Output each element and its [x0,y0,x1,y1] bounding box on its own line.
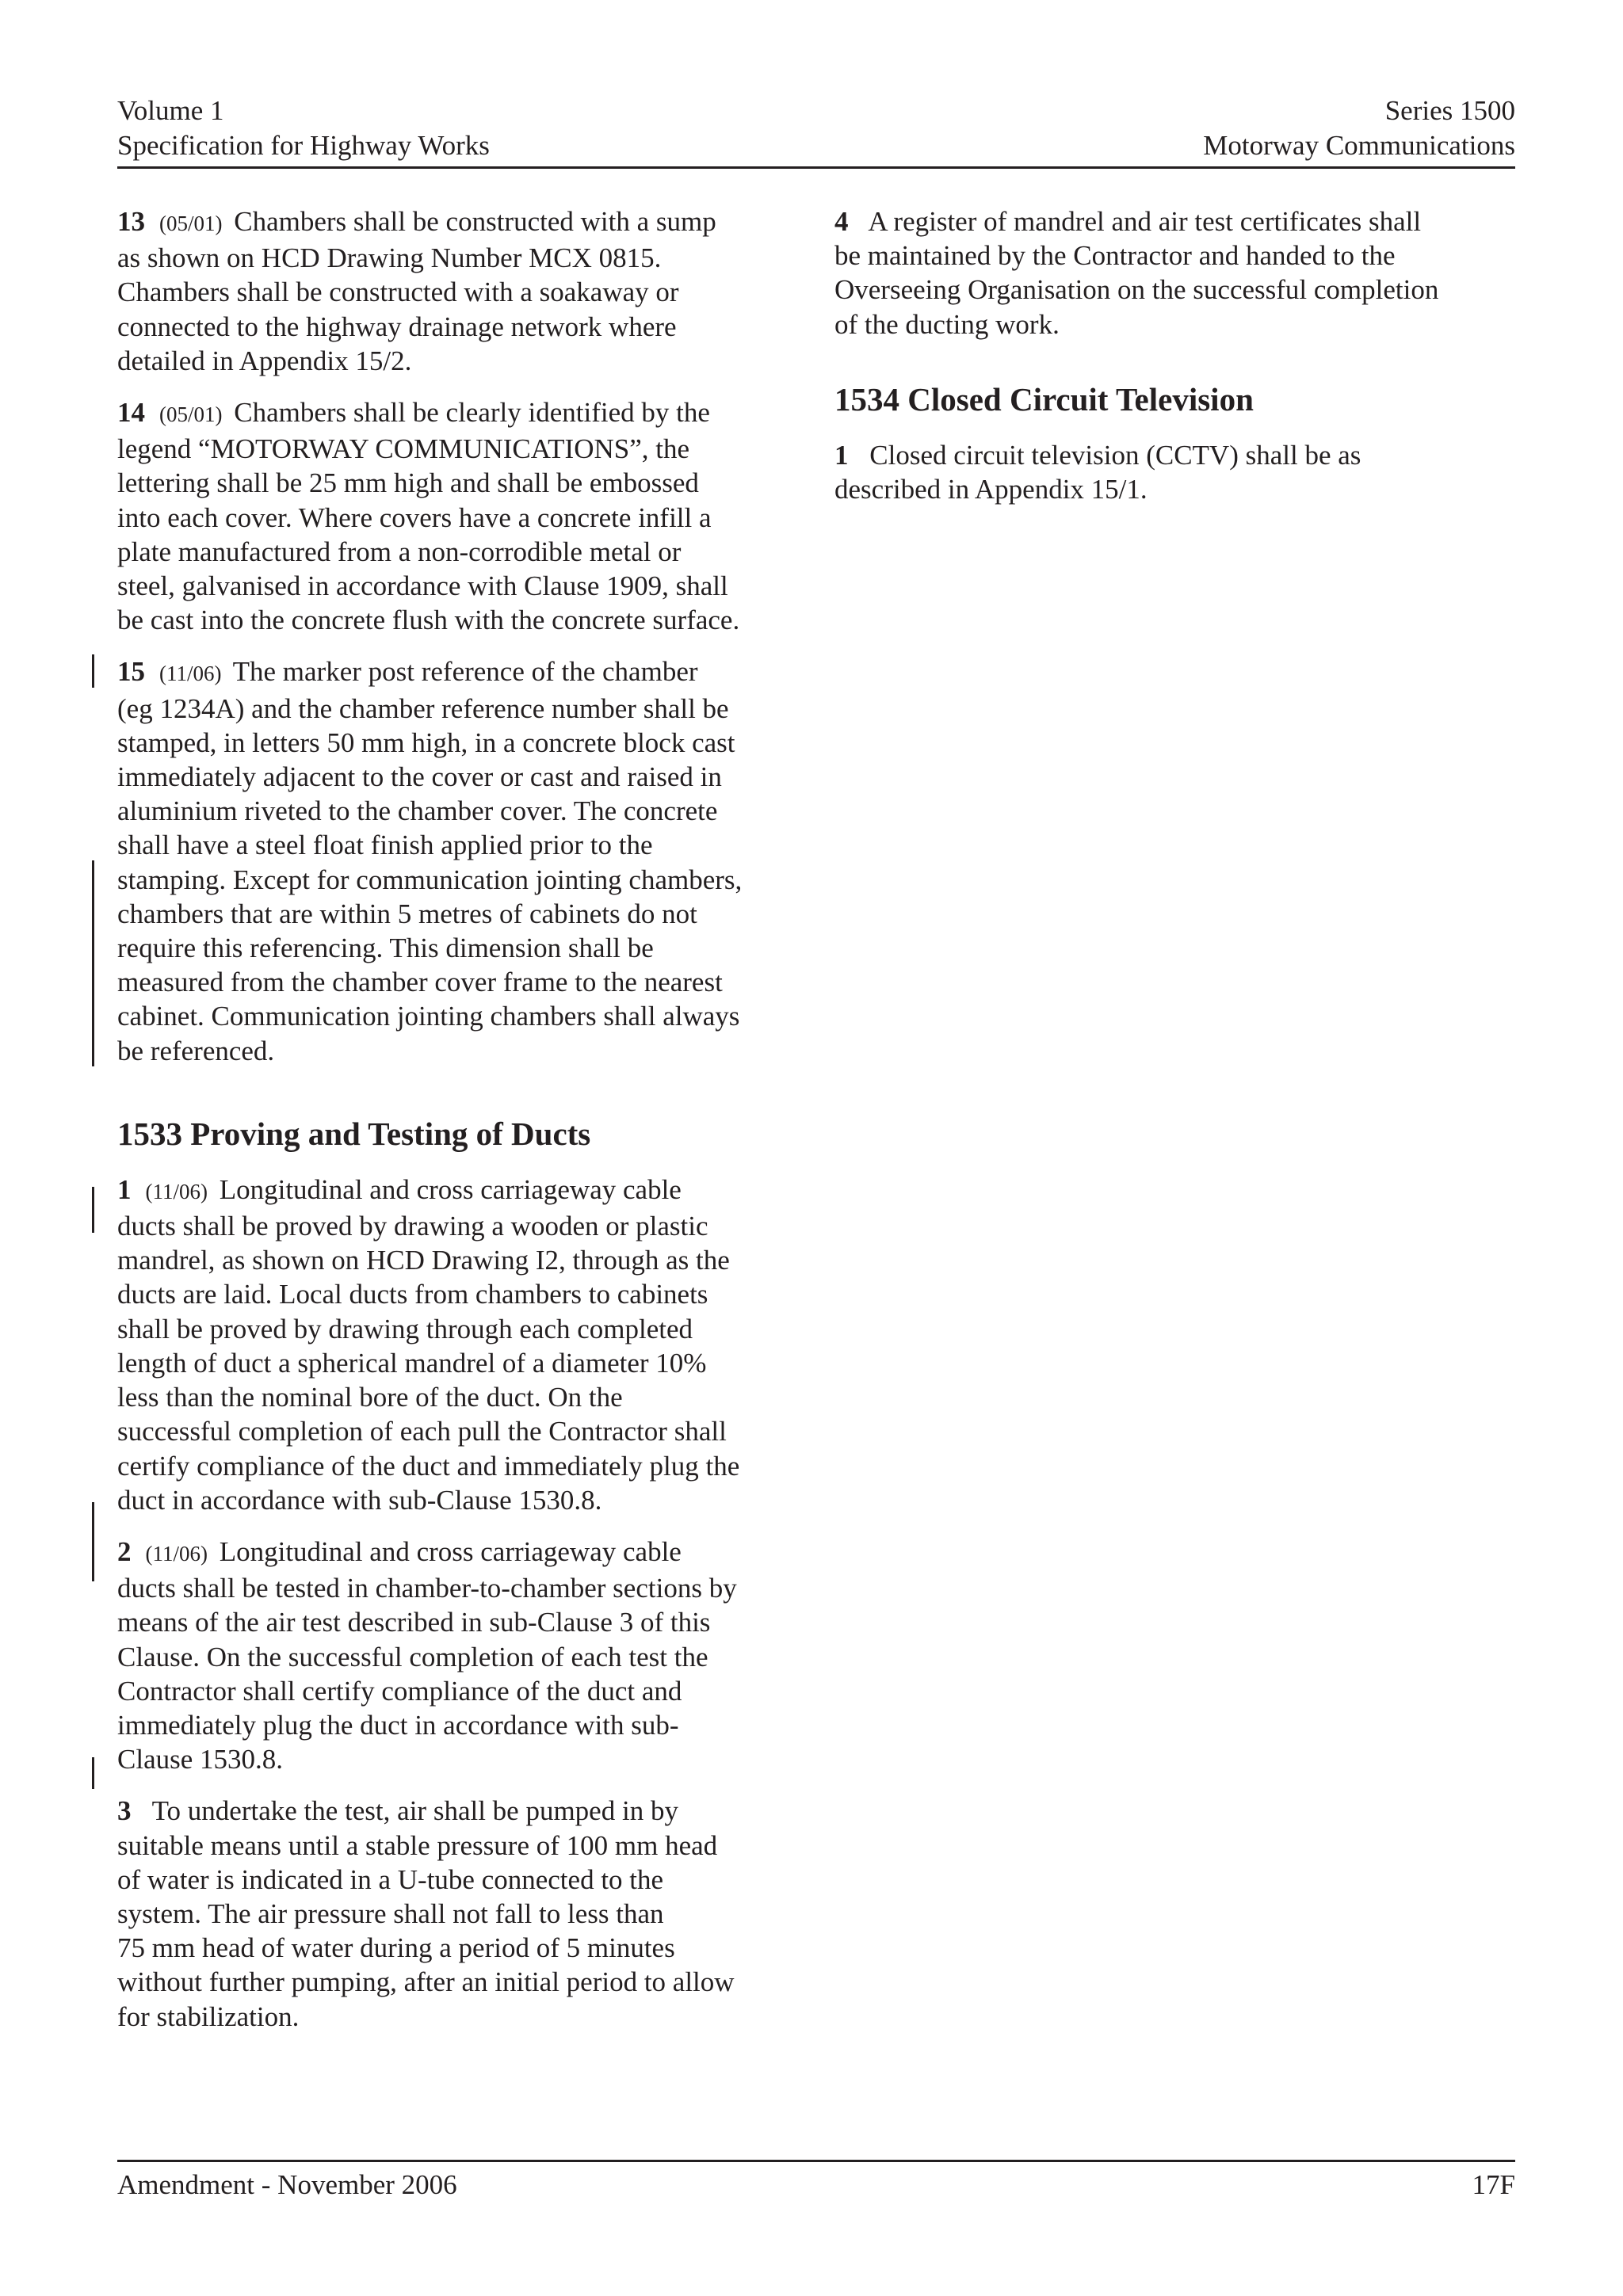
footer-rule [117,2160,1515,2162]
page-header-left [117,93,490,163]
paragraph-line: 75 mm head of water during a period of 5 minutes [117,1932,675,1964]
paragraph-line: 14 (05/01) Chambers shall be clearly identified by the [117,397,710,429]
paragraph-line: aluminium riveted to the chamber cover. The concrete [117,795,718,827]
paragraph-line: ducts shall be tested in chamber-to-chamber sections by [117,1573,737,1604]
paragraph-line: Clause. On the successful completion of each test the [117,1641,708,1672]
left-column [117,204,799,2051]
series-label: Series 1500 [1384,95,1515,126]
paragraph-line: require this referencing. This dimension shall be [117,933,654,964]
paragraph-line: (eg 1234A) and the chamber reference number shall be [117,692,729,724]
clause-number: 4 [834,206,849,237]
paragraph-line: stamped, in letters 50 mm high, in a concrete block cast [117,727,735,758]
paragraph-line: of water is indicated in a U-tube connected to the [117,1863,664,1895]
paragraph-line: for stabilization. [117,2000,300,2032]
paragraph-line: be maintained by the Contractor and handed to the [834,240,1396,272]
section-heading-1534: 1534 Closed Circuit Television [834,380,1254,418]
clause-number: 1 [117,1173,132,1205]
paragraph-line: be referenced. [117,1035,275,1066]
amendment-date: (05/01) [159,402,223,427]
spec-title: Specification for Highway Works [117,130,490,161]
paragraph-line: measured from the chamber cover frame to the nearest [117,967,723,998]
paragraph-line: suitable means until a stable pressure of 100 mm head [117,1829,718,1861]
paragraph-line: immediately adjacent to the cover or cast and raised in [117,761,722,793]
paragraph-line: stamping. Except for communication jointing chambers, [117,864,743,895]
amendment-date: (05/01) [159,212,223,235]
paragraph-line: into each cover. Where covers have a concrete infill a [117,502,712,533]
paragraph-line: Chambers shall be constructed with a soakaway or [117,277,679,308]
paragraph-line: 15 (11/06) The marker post reference of the chamber [117,656,698,688]
paragraph-line: legend “MOTORWAY COMMUNICATIONS”, the [117,433,690,465]
clause-1534-1 [834,438,1518,506]
amendment-note: Amendment - November 2006 [117,2169,457,2200]
clause-number: 15 [117,656,145,688]
paragraph-line: system. The air pressure shall not fall to less than [117,1897,664,1929]
revision-bar [92,1757,94,1789]
paragraph-line: as shown on HCD Drawing Number MCX 0815. [117,242,662,274]
series-title: Motorway Communications [1203,130,1515,161]
paragraph-line: steel, galvanised in accordance with Clause 1909, shall [117,570,728,602]
clause-1532-13 [117,204,799,378]
clause-1532-14 [117,395,799,637]
paragraph-line: ducts shall be proved by drawing a wooden or plastic [117,1211,708,1242]
clause-number: 2 [117,1535,132,1567]
revision-bar [92,1502,94,1581]
revision-bar [92,860,94,1066]
paragraph-line: immediately plug the duct in accordance with sub- [117,1709,679,1741]
revision-bar [92,1187,94,1233]
paragraph-line: Overseeing Organisation on the successful completion [834,274,1439,306]
paragraph-line: 2 (11/06) Longitudinal and cross carriageway cable [117,1535,682,1567]
paragraph-line: plate manufactured from a non-corrodible metal or [117,536,682,567]
paragraph-line: be cast into the concrete flush with the concrete surface. [117,605,740,636]
clause-number: 14 [117,397,145,429]
paragraph-line: length of duct a spherical mandrel of a diameter 10% [117,1347,707,1379]
right-column [834,204,1518,524]
header-rule [117,166,1515,169]
clause-1533-2 [117,1535,799,1776]
paragraph-line: chambers that are within 5 metres of cabinets do not [117,898,697,929]
paragraph-line: ducts are laid. Local ducts from chambers to cabinets [117,1279,708,1310]
clause-number: 13 [117,206,145,237]
clause-1532-15 [117,654,799,1067]
paragraph-line: means of the air test described in sub-Clause 3 of this [117,1607,711,1638]
clause-number: 3 [117,1795,132,1827]
paragraph-line: 4 A register of mandrel and air test certificates shall [834,206,1422,237]
paragraph-line: less than the nominal bore of the duct. On the [117,1382,623,1413]
amendment-date: (11/06) [145,1179,208,1203]
paragraph-line: 13 (05/01) Chambers shall be constructed with a sump [117,206,716,237]
clause-1533-1 [117,1173,799,1517]
clause-number: 1 [834,439,849,471]
page-header-right [1203,93,1515,163]
paragraph-line: 1 Closed circuit television (CCTV) shall be as [834,439,1361,471]
paragraph-line: without further pumping, after an initial period to allow [117,1966,735,1998]
paragraph-line: cabinet. Communication jointing chambers shall always [117,1001,740,1032]
paragraph-line: Clause 1530.8. [117,1744,284,1775]
paragraph-line: duct in accordance with sub-Clause 1530.8. [117,1484,602,1516]
paragraph-line: mandrel, as shown on HCD Drawing I2, through as the [117,1245,730,1276]
clause-1533-4 [834,204,1518,341]
revision-bar [92,654,94,688]
volume-label: Volume 1 [117,95,224,126]
section-heading-1533: 1533 Proving and Testing of Ducts [117,1115,591,1152]
page-number: 17F [1472,2169,1515,2200]
paragraph-line: certify compliance of the duct and immediately plug the [117,1450,740,1482]
paragraph-line: described in Appendix 15/1. [834,474,1148,505]
paragraph-line: shall be proved by drawing through each completed [117,1313,693,1344]
paragraph-line: 3 To undertake the test, air shall be pumped in by [117,1795,678,1827]
paragraph-line: 1 (11/06) Longitudinal and cross carriageway cable [117,1173,682,1205]
amendment-date: (11/06) [159,662,222,686]
paragraph-line: Contractor shall certify compliance of the duct and [117,1675,682,1707]
paragraph-line: of the ducting work. [834,308,1060,340]
clause-1533-3 [117,1794,799,2033]
paragraph-line: detailed in Appendix 15/2. [117,345,412,376]
paragraph-line: lettering shall be 25 mm high and shall be embossed [117,467,699,499]
paragraph-line: successful completion of each pull the Contractor shall [117,1416,727,1447]
amendment-date: (11/06) [145,1541,208,1566]
paragraph-line: connected to the highway drainage network where [117,311,677,342]
paragraph-line: shall have a steel float finish applied prior to the [117,830,653,861]
